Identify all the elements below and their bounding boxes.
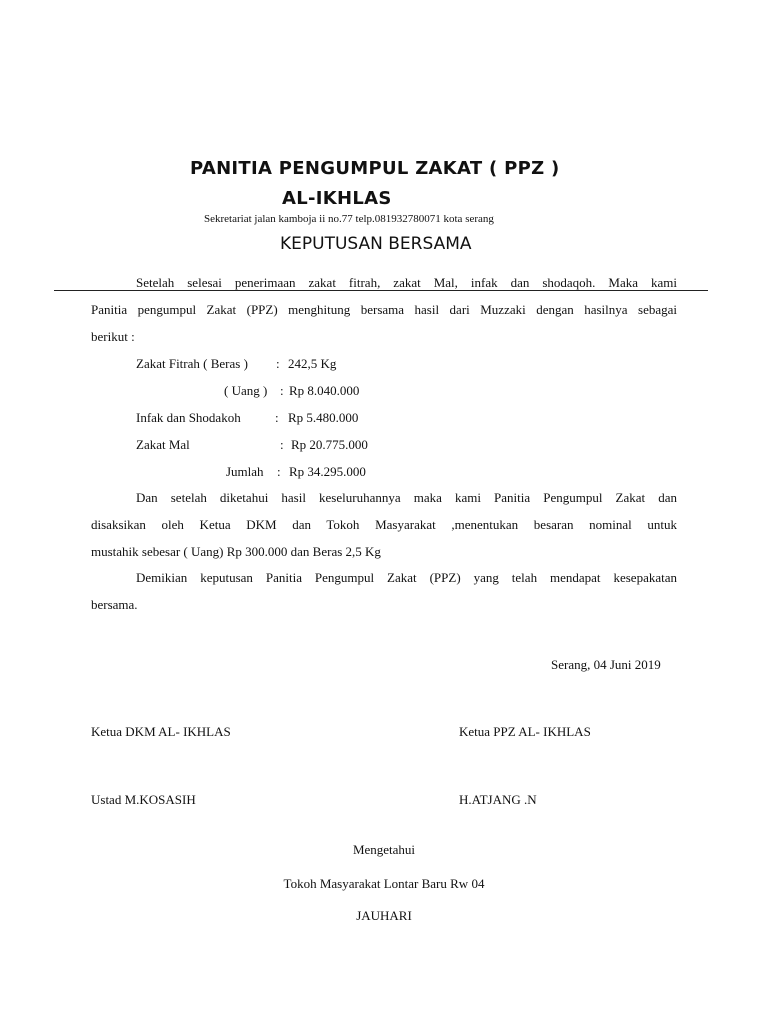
paragraph-2-line-2: disaksikan oleh Ketua DKM dan Tokoh Masyarakat ,menentukan besaran nominal untuk xyxy=(91,517,677,532)
org-name-line2: AL-IKHLAS xyxy=(282,188,392,209)
org-name-line1: PANITIA PENGUMPUL ZAKAT ( PPZ ) xyxy=(190,158,560,179)
item-zakat-mal-value: Rp 20.775.000 xyxy=(291,437,368,452)
item-uang-value: Rp 8.040.000 xyxy=(289,383,360,398)
item-jumlah-value: Rp 34.295.000 xyxy=(289,464,366,479)
paragraph-2-line-3: mustahik sebesar ( Uang) Rp 300.000 dan Beras 2,5 Kg xyxy=(91,544,381,559)
item-uang-sep: : xyxy=(280,383,284,398)
document-title: KEPUTUSAN BERSAMA xyxy=(280,234,472,254)
paragraph-3-line-1: Demikian keputusan Panitia Pengumpul Zakat (PPZ) yang telah mendapat kesepakatan xyxy=(136,570,677,585)
acknowledge-title: Tokoh Masyarakat Lontar Baru Rw 04 xyxy=(283,876,485,891)
item-infak-value: Rp 5.480.000 xyxy=(288,410,359,425)
item-zakat-fitrah-beras-value: 242,5 Kg xyxy=(288,356,337,371)
item-zakat-mal-sep: : xyxy=(280,437,284,452)
item-jumlah-label: Jumlah xyxy=(226,464,264,479)
paragraph-3-line-2: bersama. xyxy=(91,597,138,612)
item-jumlah-sep: : xyxy=(277,464,281,479)
paragraph-1-line-1: Setelah selesai penerimaan zakat fitrah, zakat Mal, infak dan shodaqoh. Maka kami xyxy=(136,275,677,290)
signatory-left-title: Ketua DKM AL- IKHLAS xyxy=(91,724,231,739)
item-zakat-fitrah-beras-sep: : xyxy=(276,356,280,371)
item-zakat-mal-label: Zakat Mal xyxy=(136,437,190,452)
item-infak-label: Infak dan Shodakoh xyxy=(136,410,241,425)
horizontal-rule xyxy=(54,290,708,291)
item-infak-sep: : xyxy=(275,410,279,425)
item-zakat-fitrah-beras-label: Zakat Fitrah ( Beras ) xyxy=(136,356,248,371)
paragraph-2-line-1: Dan setelah diketahui hasil keseluruhannya maka kami Panitia Pengumpul Zakat dan xyxy=(136,490,677,505)
signatory-left-name: Ustad M.KOSASIH xyxy=(91,792,196,807)
org-address: Sekretariat jalan kamboja ii no.77 telp.081932780071 kota serang xyxy=(204,213,494,225)
signatory-right-name: H.ATJANG .N xyxy=(459,792,537,807)
paragraph-1-line-3: berikut : xyxy=(91,329,135,344)
place-date: Serang, 04 Juni 2019 xyxy=(551,657,661,672)
paragraph-1-line-2: Panitia pengumpul Zakat (PPZ) menghitung bersama hasil dari Muzzaki dengan hasilnya sebagai xyxy=(91,302,677,317)
acknowledge-label: Mengetahui xyxy=(352,842,416,857)
acknowledge-name: JAUHARI xyxy=(356,908,412,923)
signatory-right-title: Ketua PPZ AL- IKHLAS xyxy=(459,724,591,739)
item-uang-label: ( Uang ) xyxy=(224,383,268,398)
